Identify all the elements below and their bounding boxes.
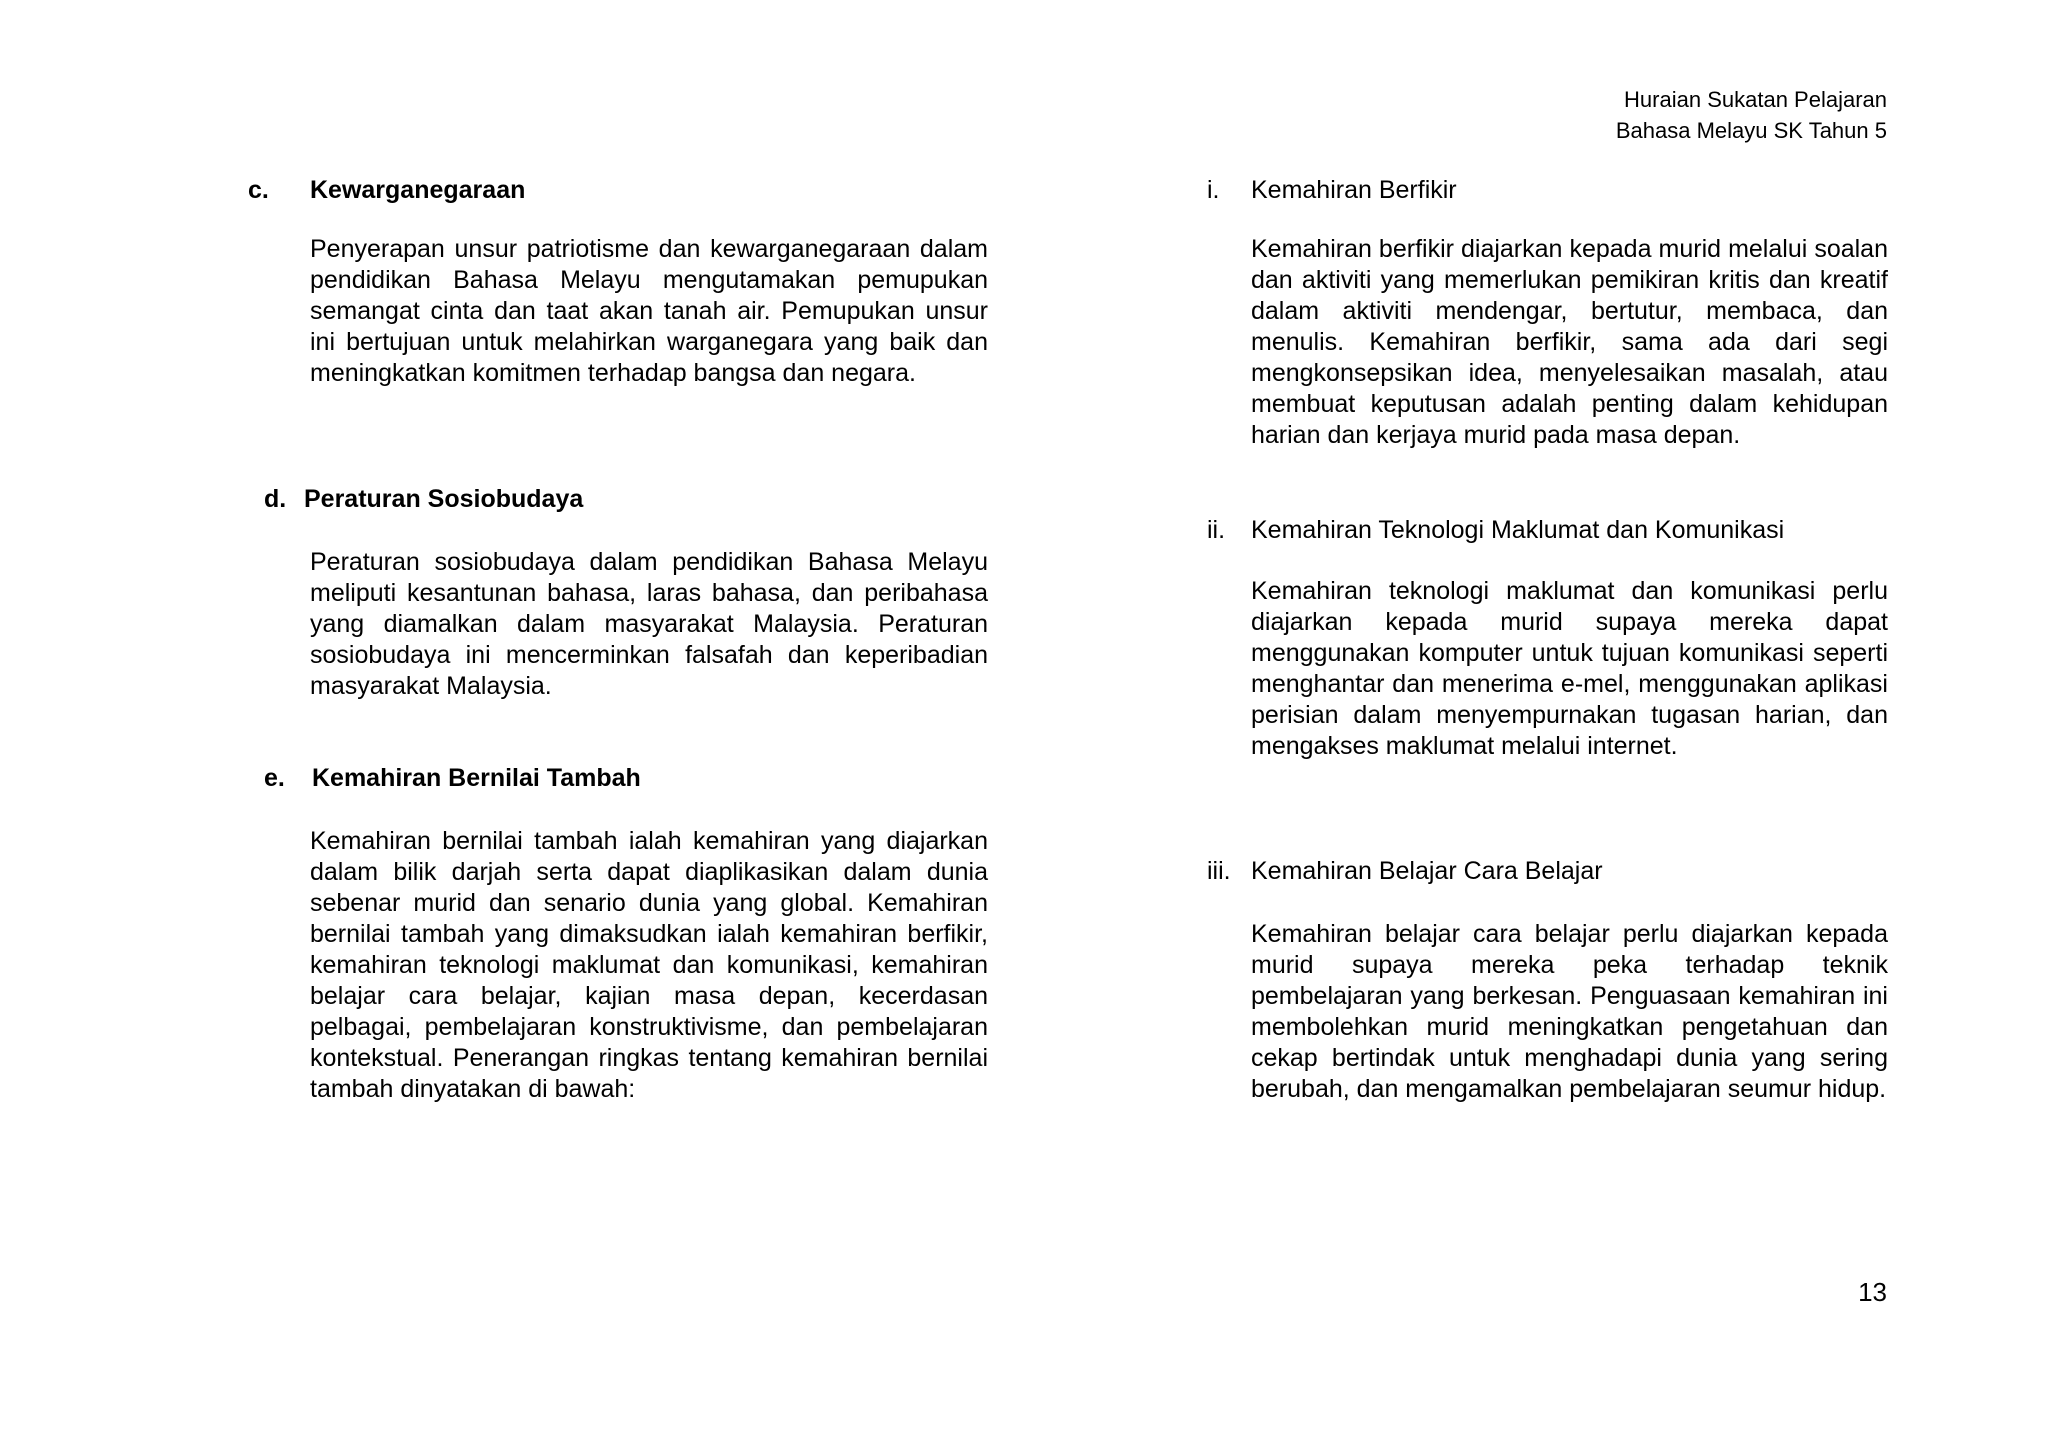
section-heading xyxy=(1207,515,1888,546)
section-marker: iii. xyxy=(1207,857,1231,885)
section-title: Kemahiran Berfikir xyxy=(1251,176,1457,204)
section-marker: d. xyxy=(264,485,287,513)
section-kemahiran-belajar-cara-belajar xyxy=(1207,856,1888,1105)
section-heading xyxy=(1207,175,1888,206)
section-marker: c. xyxy=(248,176,269,204)
section-title: Kewarganegaraan xyxy=(310,176,526,204)
section-heading xyxy=(264,484,988,515)
section-body: Kemahiran teknologi maklumat dan komunikasi perlu diajarkan kepada murid supaya mereka dapat menggunakan komputer untuk tujuan komunikasi seperti menghantar dan menerima e-mel, menggunakan aplikasi perisian dalam menyempurnakan tugasan harian, dan mengakses maklumat melalui internet. xyxy=(1251,577,1888,760)
section-marker: i. xyxy=(1207,176,1220,204)
section-title: Kemahiran Teknologi Maklumat dan Komunikasi xyxy=(1251,516,1785,544)
section-kemahiran-bernilai-tambah xyxy=(264,763,988,1105)
section-body: Kemahiran bernilai tambah ialah kemahiran yang diajarkan dalam bilik darjah serta dapat diaplikasikan dalam dunia sebenar murid dan senario dunia yang global. Kemahiran bernilai tambah yang dimaksudkan ialah kemahiran berfikir, kemahiran teknologi maklumat dan komunikasi, kemahiran belajar cara belajar, kajian masa depan, kecerdasan pelbagai, pembelajaran konstruktivisme, dan pembelajaran kontekstual. Penerangan ringkas tentang kemahiran bernilai tambah dinyatakan di bawah: xyxy=(310,827,988,1103)
section-kewarganegaraan xyxy=(248,175,988,389)
page-number: 13 xyxy=(1858,1277,1887,1307)
section-body: Kemahiran berfikir diajarkan kepada murid melalui soalan dan aktiviti yang memerlukan pemikiran kritis dan kreatif dalam aktiviti mendengar, bertutur, membaca, dan menulis. Kemahiran berfikir, sama ada dari segi mengkonsepsikan idea, menyelesaikan masalah, atau membuat keputusan adalah penting dalam kehidupan harian dan kerjaya murid pada masa depan. xyxy=(1251,235,1888,449)
section-marker: ii. xyxy=(1207,516,1226,544)
running-header xyxy=(1616,84,1887,146)
section-title: Peraturan Sosiobudaya xyxy=(304,485,584,513)
section-title: Kemahiran Bernilai Tambah xyxy=(312,764,641,792)
section-heading xyxy=(1207,856,1888,887)
section-body: Penyerapan unsur patriotisme dan kewarganegaraan dalam pendidikan Bahasa Melayu mengutamakan pemupukan semangat cinta dan taat akan tanah air. Pemupukan unsur ini bertujuan untuk melahirkan warganegara yang baik dan meningkatkan komitmen terhadap bangsa dan negara. xyxy=(310,235,988,387)
section-kemahiran-tmk xyxy=(1207,515,1888,762)
section-peraturan-sosiobudaya xyxy=(264,484,988,702)
section-title: Kemahiran Belajar Cara Belajar xyxy=(1251,857,1603,885)
section-body: Peraturan sosiobudaya dalam pendidikan Bahasa Melayu meliputi kesantunan bahasa, laras bahasa, dan peribahasa yang diamalkan dalam masyarakat Malaysia. Peraturan sosiobudaya ini mencerminkan falsafah dan keperibadian masyarakat Malaysia. xyxy=(310,548,988,700)
section-marker: e. xyxy=(264,764,285,792)
section-body: Kemahiran belajar cara belajar perlu diajarkan kepada murid supaya mereka peka terhadap teknik pembelajaran yang berkesan. Penguasaan kemahiran ini membolehkan murid meningkatkan pengetahuan dan cekap bertindak untuk menghadapi dunia yang sering berubah, dan mengamalkan pembelajaran seumur hidup. xyxy=(1251,920,1888,1103)
header-line-1: Huraian Sukatan Pelajaran xyxy=(1624,87,1887,112)
section-heading xyxy=(248,175,988,206)
header-line-2: Bahasa Melayu SK Tahun 5 xyxy=(1615,118,1887,143)
section-kemahiran-berfikir xyxy=(1207,175,1888,451)
section-heading xyxy=(264,763,988,794)
